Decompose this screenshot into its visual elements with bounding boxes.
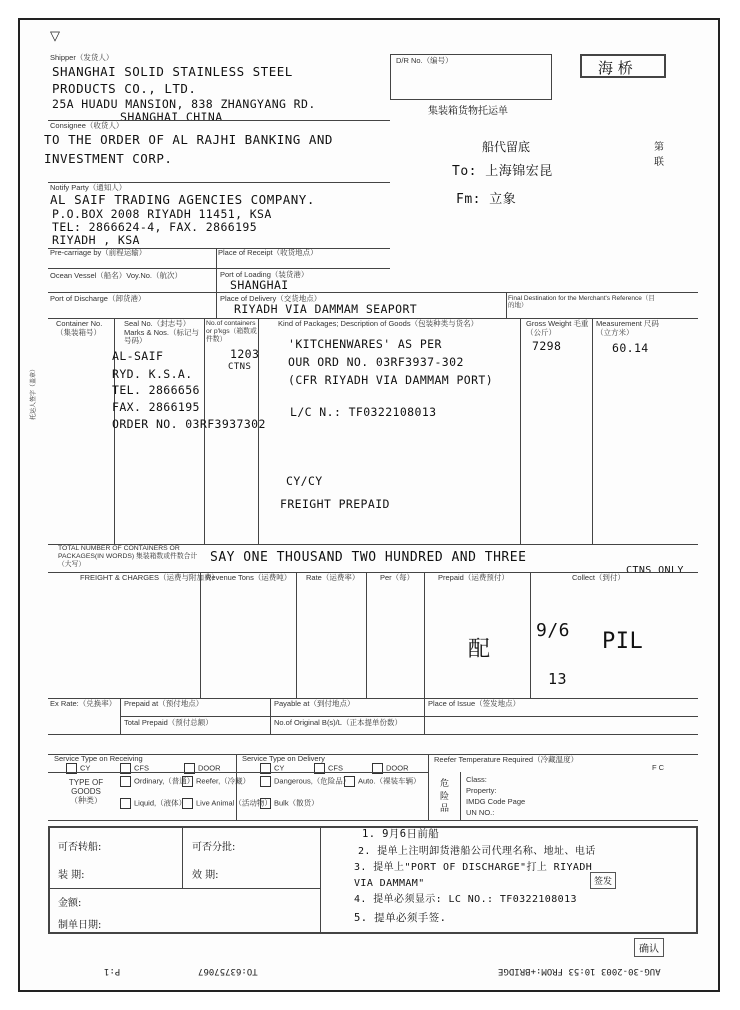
per-label: Per（每） (380, 573, 415, 582)
place-receipt-label: Place of Receipt（收货地点） (218, 248, 318, 257)
to-line: To: 上海锦宏昆 (452, 164, 553, 179)
gross-weight-value: 7298 (532, 339, 562, 353)
col-pkgs-header: No.of containers or p'kgs（箱数或件数） (206, 320, 257, 343)
collect-label: Collect（到付） (572, 573, 625, 582)
description-line-2: OUR ORD NO. 03RF3937-302 (288, 355, 464, 369)
rate-label: Rate（运费率） (306, 573, 360, 582)
instruction-1: 1. 9月6日前船 (362, 828, 440, 840)
handwritten-sign: 配 (468, 637, 491, 662)
place-delivery-label: Place of Delivery（交货地点） (220, 294, 322, 303)
recv-door-label: DOOR (198, 763, 221, 773)
validity-label: 效 期: (192, 870, 219, 881)
consignee-label: Consignee（收货人） (50, 121, 124, 130)
port-loading-value: SHANGHAI (230, 278, 289, 292)
issue-stamp: 签发 (590, 872, 616, 889)
mark-line-3: TEL. 2866656 (112, 383, 200, 397)
fax-page-number: P:1 (104, 966, 121, 976)
notify-line-1: AL SAIF TRADING AGENCIES COMPANY. (50, 192, 315, 207)
recv-cfs-label: CFS (134, 763, 149, 773)
goods-dangerous-label: Dangerous,（危险品） (274, 776, 351, 786)
dangerous-goods-cn: 危险品 (440, 779, 450, 815)
payable-at-label: Payable at（到付地点） (274, 699, 355, 708)
instruction-2: 2. 提单上注明卸货港船公司代理名称、地址、电话 (358, 846, 596, 857)
prep-date-label: 制单日期: (58, 920, 102, 931)
revenue-tons-label: Revenue Tons（运费吨） (206, 573, 292, 582)
copy-side-chars: 第 联 (654, 142, 664, 168)
confirm-stamp: 确认 (634, 938, 664, 957)
mark-line-4: FAX. 2866195 (112, 400, 200, 414)
description-line-1: 'KITCHENWARES' AS PER (288, 337, 442, 351)
reefer-units: F C (652, 763, 665, 772)
transship-label: 可否转船: (58, 842, 102, 853)
shipper-line-4: SHANGHAI CHINA (120, 110, 223, 124)
ex-rate-label: Ex Rate:（兑换率） (50, 699, 117, 708)
goods-dangerous-checkbox[interactable] (260, 776, 350, 787)
class-label: Class: (466, 775, 487, 784)
description-line-3: (CFR RIYADH VIA DAMMAM PORT) (288, 373, 494, 387)
deliv-door-label: DOOR (386, 763, 409, 773)
handwritten-date-sub: 13 (548, 670, 568, 688)
shipper-line-2: PRODUCTS CO., LTD. (52, 81, 197, 96)
recv-cy-label: CY (80, 763, 91, 773)
prepaid-at-label: Prepaid at（预付地点） (124, 699, 204, 708)
original-bl-label: No.of Original B(s)/L（正本提单份数） (274, 718, 402, 727)
partial-label: 可否分批: (192, 842, 236, 853)
type-of-goods-label: TYPE OF GOODS（种类） (68, 778, 104, 806)
total-prepaid-label: Total Prepaid（预付总额） (124, 718, 213, 727)
goods-live-animal-checkbox[interactable] (182, 798, 272, 809)
port-loading-label: Port of Loading（装货港） (220, 270, 309, 279)
measurement-value: 60.14 (612, 341, 649, 355)
freight-prepaid-term: FREIGHT PREPAID (280, 497, 390, 511)
instruction-3: 3. 提单上"PORT OF DISCHARGE"打上 RIYADH (354, 862, 593, 873)
port-discharge-label: Port of Discharge（卸货港） (50, 294, 146, 303)
col-container-header: Container No.（集装箱号） (56, 319, 103, 337)
package-count: 1203 (230, 347, 260, 361)
dr-number-label: D/R No.（编号） (396, 56, 453, 65)
mark-line-5: ORDER NO. 03RF3937302 (112, 417, 266, 431)
precarriage-label: Pre-carriage by（前程运输） (50, 248, 147, 257)
consignee-line-2: INVESTMENT CORP. (44, 151, 173, 166)
cy-cy-term: CY/CY (286, 474, 323, 488)
goods-liquid-label: Liquid,（液体） (134, 798, 187, 808)
corner-triangle-icon: ▽ (50, 28, 60, 43)
place-delivery-value: RIYADH VIA DAMMAM SEAPORT (234, 302, 418, 316)
total-packages-label: TOTAL NUMBER OF CONTAINERS OR PACKAGES(IN WORDS) 集装箱数或件数合计（大写） (58, 545, 198, 568)
goods-bulk-label: Bulk（散货） (274, 798, 319, 808)
property-label: Property: (466, 786, 497, 795)
goods-liquid-checkbox[interactable] (120, 798, 186, 809)
side-signature-note: 托运人签字（盖章） (30, 365, 37, 420)
imdg-label: IMDG Code Page (466, 797, 526, 806)
goods-auto-checkbox[interactable] (344, 776, 421, 787)
col-seal-header: Seal No.（封志号）Marks & Nos.（标记与号码） (124, 319, 200, 346)
instruction-4: 4. 提单必须显示: LC NO.: TF0322108013 (354, 894, 577, 905)
package-unit: CTNS (228, 362, 252, 372)
final-destination-label: Final Destination for the Merchant's Reference（目的地） (508, 295, 655, 310)
service-delivery-label: Service Type on Delivery (242, 754, 325, 763)
goods-live-animal-label: Live Animal（活动物） (196, 798, 272, 808)
goods-bulk-checkbox[interactable] (260, 798, 319, 809)
vessel-label: Ocean Vessel（船名）Voy.No.（航次） (50, 271, 182, 280)
amount-label: 金额: (58, 898, 82, 909)
freight-charges-label: FREIGHT & CHARGES（运费与附加费） (80, 573, 220, 582)
shipper-line-3: 25A HUADU MANSION, 838 ZHANGYANG RD. (52, 97, 316, 111)
mark-line-1: AL-SAIF (112, 349, 164, 363)
total-packages-unit: CTNS ONLY (626, 565, 684, 576)
col-weight-header: Gross Weight 毛重（公斤） (526, 319, 589, 337)
deliv-cy-label: CY (274, 763, 285, 773)
goods-reefer-label: Reefer,（冷藏） (196, 776, 251, 786)
goods-auto-label: Auto.（裸装车辆） (358, 776, 421, 786)
notify-label: Notify Party（通知人） (50, 183, 127, 192)
notify-line-4: RIYADH , KSA (52, 233, 140, 247)
col-kind-header: Kind of Packages; Description of Goods（包装种类与货名） (278, 319, 479, 328)
shipper-line-1: SHANGHAI SOLID STAINLESS STEEL (52, 64, 293, 79)
shipper-label: Shipper（发货人） (50, 53, 114, 62)
place-issue-label: Place of Issue（签发地点） (428, 699, 521, 708)
un-no-label: UN NO.: (466, 808, 495, 817)
notify-line-3: TEL: 2866624-4, FAX. 2866195 (52, 220, 258, 234)
handwritten-initials: PIL (602, 629, 644, 654)
handwritten-date: 9/6 (536, 620, 571, 641)
goods-ordinary-label: Ordinary,（普通） (134, 776, 195, 786)
mark-line-2: RYD. K.S.A. (112, 367, 193, 381)
instruction-5: 5. 提单必须手签. (354, 912, 447, 924)
service-receiving-label: Service Type on Receiving (54, 754, 143, 763)
total-packages-words: SAY ONE THOUSAND TWO HUNDRED AND THREE (210, 550, 527, 565)
fax-to-number: TO:63757067 (198, 966, 258, 976)
prepaid-label: Prepaid（运费预付） (438, 573, 509, 582)
copy-title: 船代留底 (482, 140, 531, 154)
col-measure-header: Measurement 尺码（立方米） (596, 319, 659, 337)
fm-line: Fm: 立象 (456, 192, 517, 207)
reefer-temp-label: Reefer Temperature Required（冷藏温度） (434, 755, 579, 764)
consignee-line-1: TO THE ORDER OF AL RAJHI BANKING AND (44, 132, 333, 147)
shipping-order-form (18, 18, 720, 992)
haiqiao-stamp: 海 桥 (598, 59, 633, 77)
lc-number: L/C N.: TF0322108013 (290, 405, 437, 419)
deliv-cfs-label: CFS (328, 763, 343, 773)
instruction-3b: VIA DAMMAM" (354, 878, 425, 889)
notify-line-2: P.O.BOX 2008 RIYADH 11451, KSA (52, 207, 272, 221)
goods-reefer-checkbox[interactable] (182, 776, 250, 787)
fax-timestamp: AUG-30-2003 10:53 FROM:+BRIDGE (498, 966, 661, 976)
document-title: 集装箱货物托运单 (428, 106, 508, 117)
loading-period-label: 装 期: (58, 870, 85, 881)
